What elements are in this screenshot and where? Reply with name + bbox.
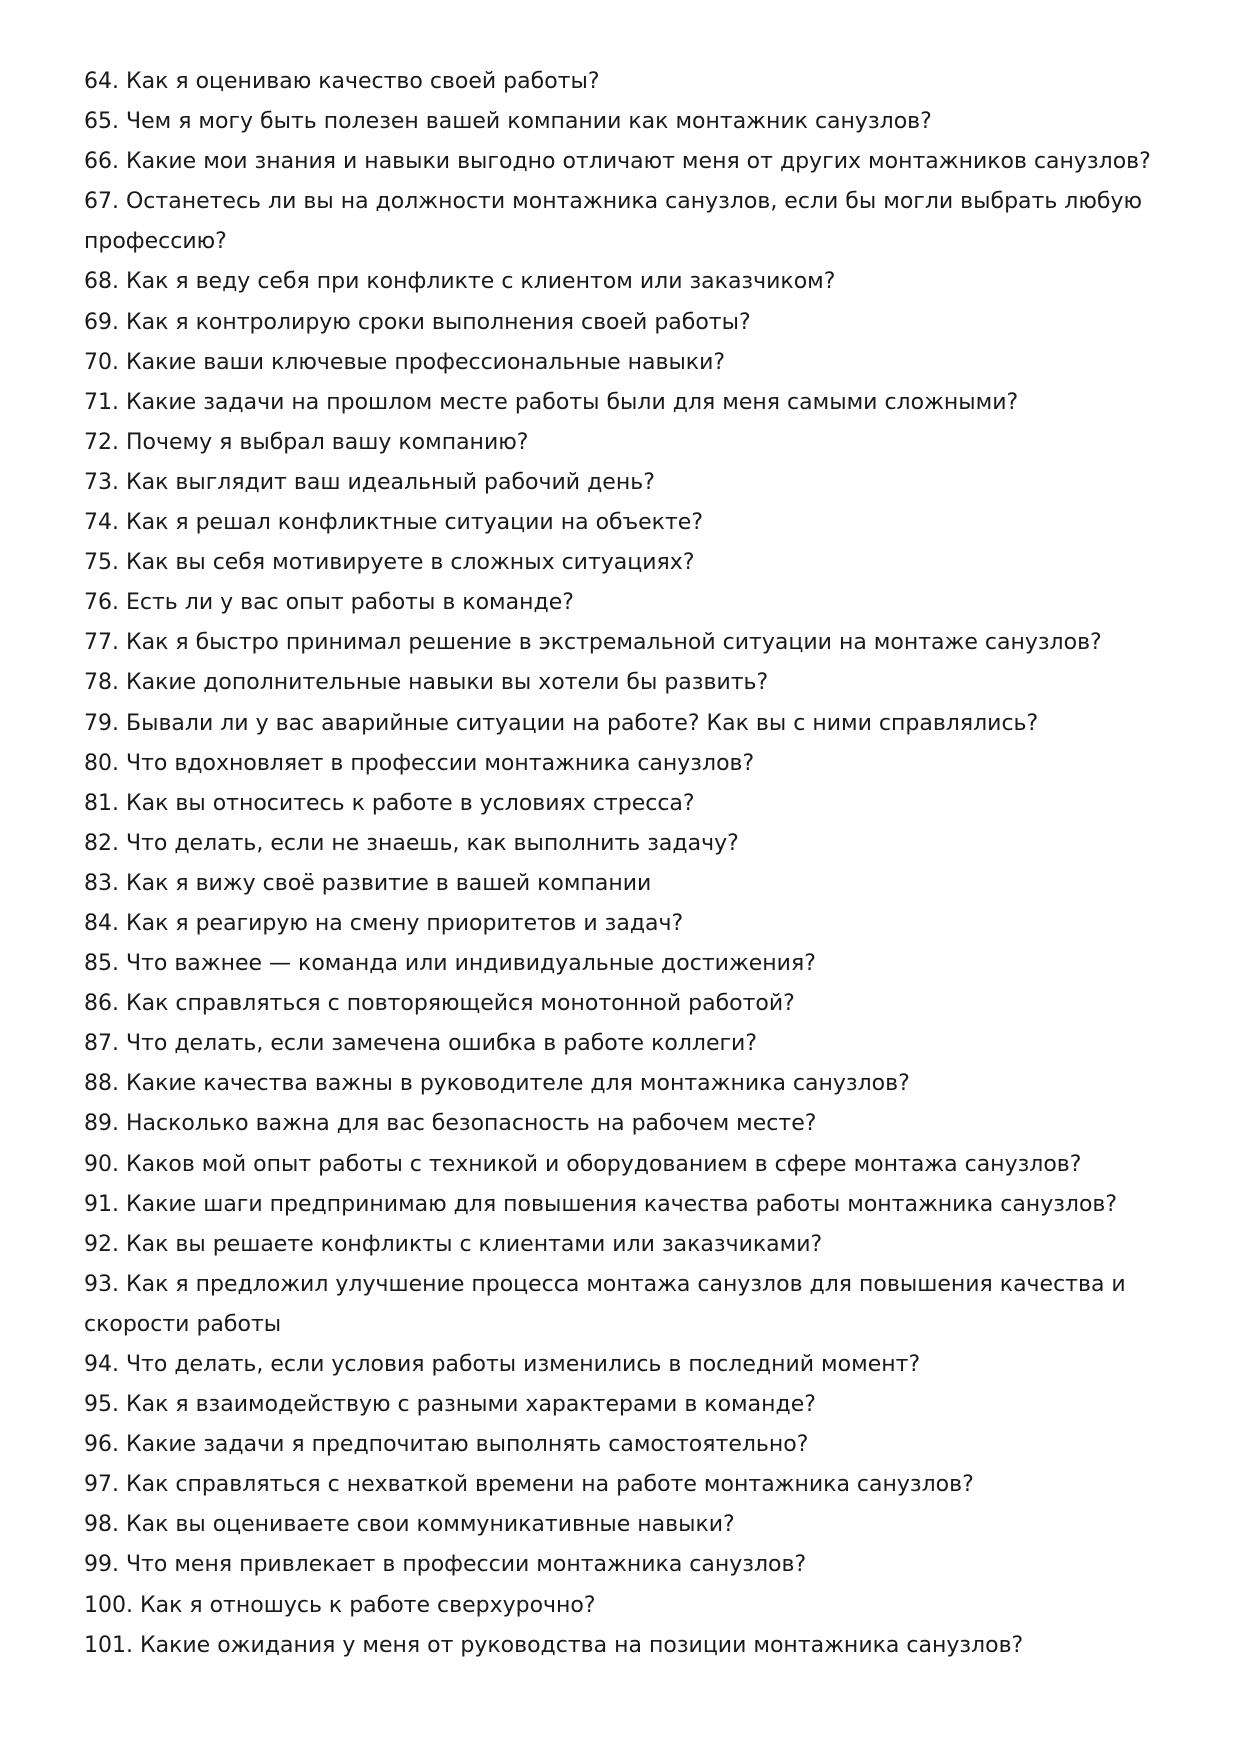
question-item: 101. Какие ожидания у меня от руководства на позиции монтажника санузлов? — [84, 1632, 1024, 1658]
question-item: 75. Как вы себя мотивируете в сложных ситуациях? — [84, 550, 695, 576]
question-item: 72. Почему я выбрал вашу компанию? — [84, 429, 529, 455]
question-item: 97. Как справляться с нехваткой времени на работе монтажника санузлов? — [84, 1472, 974, 1498]
question-item: 82. Что делать, если не знаешь, как выполнить задачу? — [84, 830, 739, 856]
question-item: 76. Есть ли у вас опыт работы в команде? — [84, 590, 574, 616]
question-list — [84, 62, 1164, 1666]
question-item: 77. Как я быстро принимал решение в экстремальной ситуации на монтаже санузлов? — [84, 630, 1102, 656]
question-item: 92. Как вы решаете конфликты с клиентами или заказчиками? — [84, 1231, 823, 1257]
question-item: 68. Как я веду себя при конфликте с клиентом или заказчиком? — [84, 269, 836, 295]
question-item: 83. Как я вижу своё развитие в вашей компании — [84, 870, 652, 896]
question-item: 66. Какие мои знания и навыки выгодно отличают меня от других монтажников санузлов? — [84, 149, 1151, 175]
question-item: 74. Как я решал конфликтные ситуации на объекте? — [84, 510, 703, 536]
question-item: 90. Каков мой опыт работы с техникой и оборудованием в сфере монтажа санузлов? — [84, 1151, 1082, 1177]
question-item: 99. Что меня привлекает в профессии монтажника санузлов? — [84, 1552, 807, 1578]
question-item: 89. Насколько важна для вас безопасность на рабочем месте? — [84, 1111, 817, 1137]
question-item: 94. Что делать, если условия работы изменились в последний момент? — [84, 1352, 921, 1377]
question-item: 80. Что вдохновляет в профессии монтажника санузлов? — [84, 750, 755, 776]
question-item: 70. Какие ваши ключевые профессиональные навыки? — [84, 349, 726, 375]
question-item: 87. Что делать, если замечена ошибка в работе коллеги? — [84, 1031, 758, 1057]
question-item: 69. Как я контролирую сроки выполнения своей работы? — [84, 309, 751, 335]
question-item: 73. Как выглядит ваш идеальный рабочий день? — [84, 469, 655, 495]
question-item: 100. Как я отношусь к работе сверхурочно? — [84, 1592, 596, 1618]
question-item: 81. Как вы относитесь к работе в условиях стресса? — [84, 790, 695, 816]
question-item: 84. Как я реагирую на смену приоритетов и задач? — [84, 910, 684, 936]
question-item: 91. Какие шаги предпринимаю для повышения качества работы монтажника санузлов? — [84, 1191, 1118, 1217]
question-item: 65. Чем я могу быть полезен вашей компании как монтажник санузлов? — [84, 109, 932, 135]
question-item: 95. Как я взаимодействую с разными характерами в команде? — [84, 1392, 816, 1418]
question-item: 64. Как я оцениваю качество своей работы? — [84, 69, 600, 94]
question-item: 98. Как вы оцениваете свои коммуникативные навыки? — [84, 1512, 735, 1538]
question-item: 85. Что важнее — команда или индивидуальные достижения? — [84, 951, 816, 977]
question-item: 88. Какие качества важны в руководителе для монтажника санузлов? — [84, 1071, 910, 1097]
question-item: 93. Как я предложил улучшение процесса монтажа санузлов для повышения качества и скорости работы — [84, 1271, 1126, 1337]
question-item: 78. Какие дополнительные навыки вы хотели бы развить? — [84, 670, 769, 696]
question-item: 79. Бывали ли у вас аварийные ситуации на работе? Как вы с ними справлялись? — [84, 710, 1039, 736]
question-item: 71. Какие задачи на прошлом месте работы были для меня самыми сложными? — [84, 389, 1019, 415]
question-item: 96. Какие задачи я предпочитаю выполнять самостоятельно? — [84, 1432, 809, 1458]
question-item: 86. Как справляться с повторяющейся монотонной работой? — [84, 991, 795, 1017]
question-item: 67. Останетесь ли вы на должности монтажника санузлов, если бы могли выбрать любую профессию? — [84, 189, 1142, 255]
